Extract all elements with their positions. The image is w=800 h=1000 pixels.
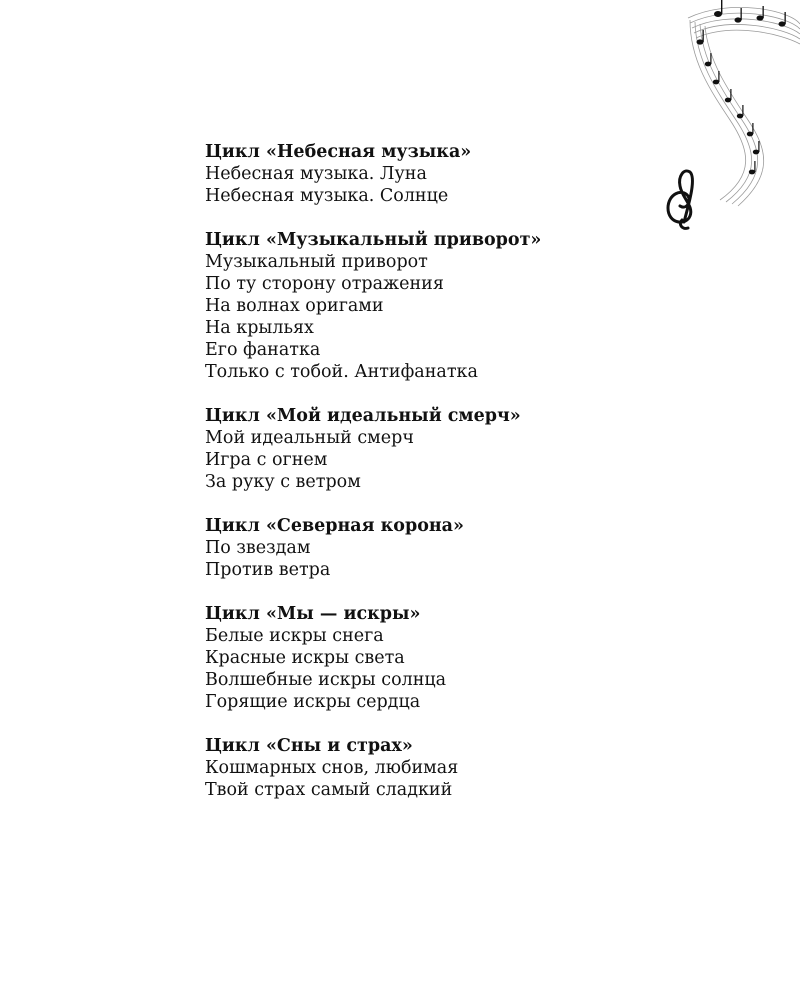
cycle-item: По звездам [205,538,311,558]
cycle-item: Белые искры снега [205,626,384,646]
cycle-item: Твой страх самый сладкий [205,780,453,800]
cycle-item: Против ветра [205,560,331,580]
cycle-item: Волшебные искры солнца [205,670,447,690]
cycle-item: Кошмарных снов, любимая [205,758,459,778]
table-of-contents [205,141,765,823]
cycle-item: Только с тобой. Антифанатка [205,362,478,382]
cycle-section [205,141,765,207]
cycle-item: Игра с огнем [205,450,328,470]
cycle-item: За руку с ветром [205,472,361,492]
cycle-title: Цикл «Мой идеальный смерч» [205,406,521,426]
cycle-item: Небесная музыка. Луна [205,164,427,184]
cycle-item: Музыкальный приворот [205,252,428,272]
cycle-item: Мой идеальный смерч [205,428,414,448]
cycle-title: Цикл «Музыкальный приворот» [205,230,542,250]
cycle-section [205,229,765,383]
cycle-title: Цикл «Северная корона» [205,516,464,536]
cycle-item: По ту сторону отражения [205,274,444,294]
cycle-title: Цикл «Сны и страх» [205,736,413,756]
cycle-section [205,515,765,581]
cycle-section [205,735,765,801]
cycle-title: Цикл «Небесная музыка» [205,142,472,162]
cycle-section [205,603,765,713]
cycle-item: На крыльях [205,318,314,338]
cycle-item: Горящие искры сердца [205,692,421,712]
cycle-title: Цикл «Мы — искры» [205,604,421,624]
cycle-item: Его фанатка [205,340,321,360]
cycle-item: На волнах оригами [205,296,384,316]
cycle-item: Небесная музыка. Солнце [205,186,449,206]
cycle-item: Красные искры света [205,648,405,668]
cycle-section [205,405,765,493]
